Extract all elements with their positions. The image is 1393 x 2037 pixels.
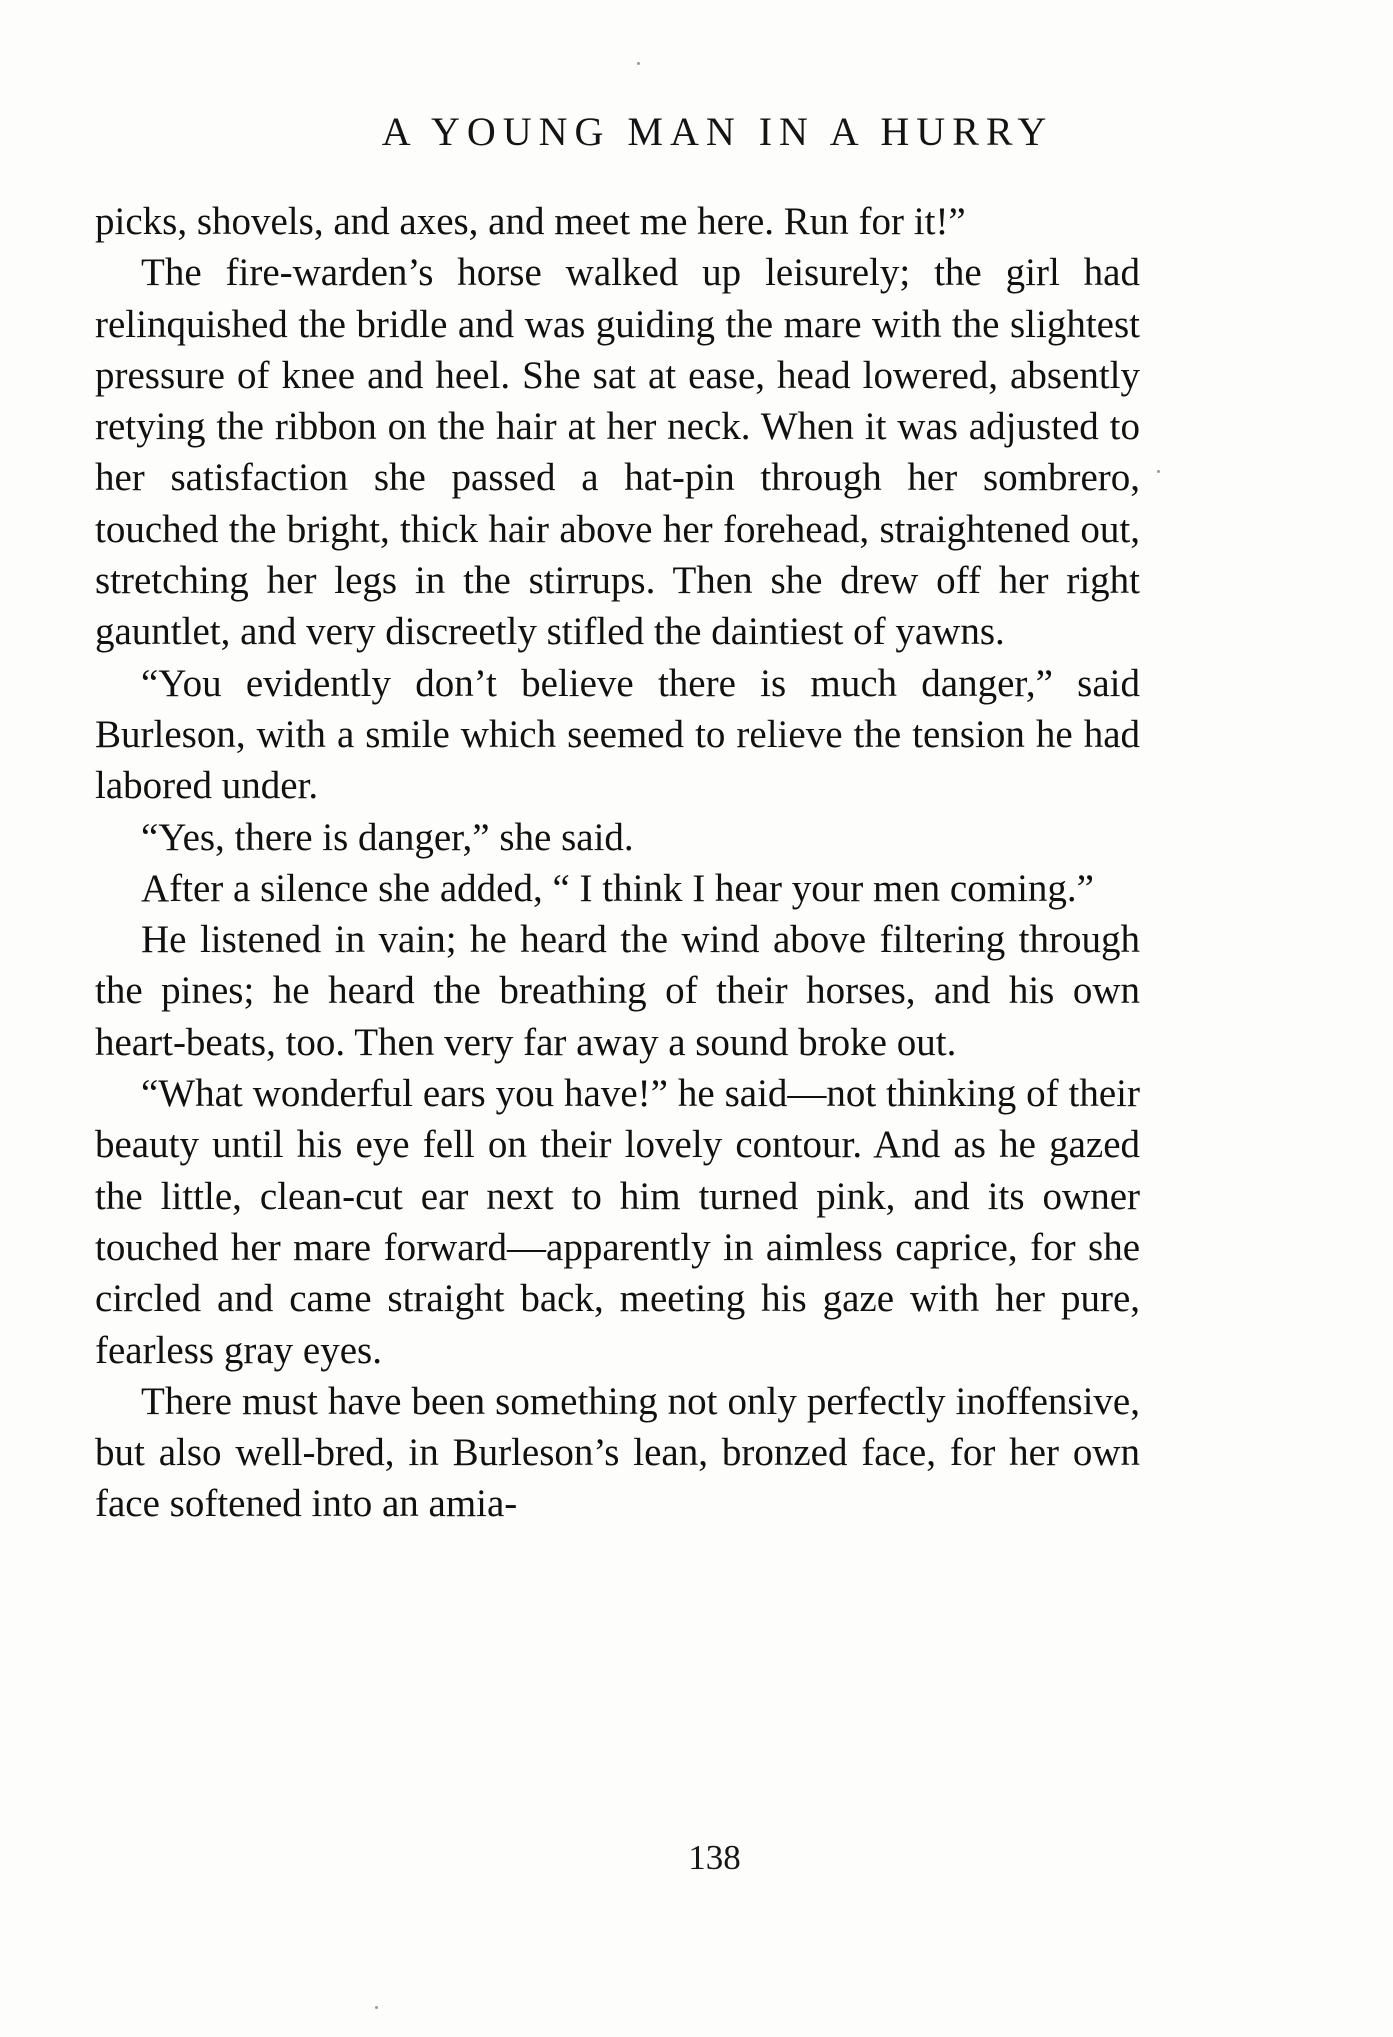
paragraph: “You evidently don’t believe there is much danger,” said Burleson, with a smile which seemed to relieve the tension he had labored under. [95,661,1140,808]
scan-speck [637,62,640,65]
paragraph: There must have been something not only perfectly inoffensive, but also well-bred, in Burleson’s lean, bronzed face, for her own face softened into an amia- [95,1379,1140,1526]
paragraph: After a silence she added, “ I think I hear your men coming.” [141,866,1094,910]
scan-speck [1157,470,1160,473]
paragraph: “What wonderful ears you have!” he said—not thinking of their beauty until his eye fell on their lovely contour. And as he gazed the little, clean-cut ear next to him turned pink, and its owner touched her mare forward—apparently in aimless caprice, for she circled and came straight back, meeting his gaze with her pure, fearless gray eyes. [95,1072,1140,1372]
paragraph: He listened in vain; he heard the wind above filtering through the pines; he heard the breathing of their horses, and his own heart-beats, too. Then very far away a sound broke out. [95,918,1140,1064]
page-number: 138 [688,1838,741,1877]
scan-speck [375,2006,378,2009]
running-head: A YOUNG MAN IN A HURRY [381,109,1054,154]
body-text [95,196,1140,1530]
paragraph: The fire-warden’s horse walked up leisurely; the girl had relinquished the bridle and was guiding the mare with the slightest pressure of knee and heel. She sat at ease, head lowered, absently retying the ribbon on the hair at her neck. When it was adjusted to her satisfaction she passed a hat-pin through her sombrero, touched the bright, thick hair above her forehead, straightened out, stretching her legs in the stirrups. Then she drew off her right gauntlet, and very discreetly stifled the daintiest of yawns. [95,251,1140,654]
paragraph: “Yes, there is danger,” she said. [141,815,634,859]
paragraph-continuation: picks, shovels, and axes, and meet me here. Run for it!” [95,200,966,243]
